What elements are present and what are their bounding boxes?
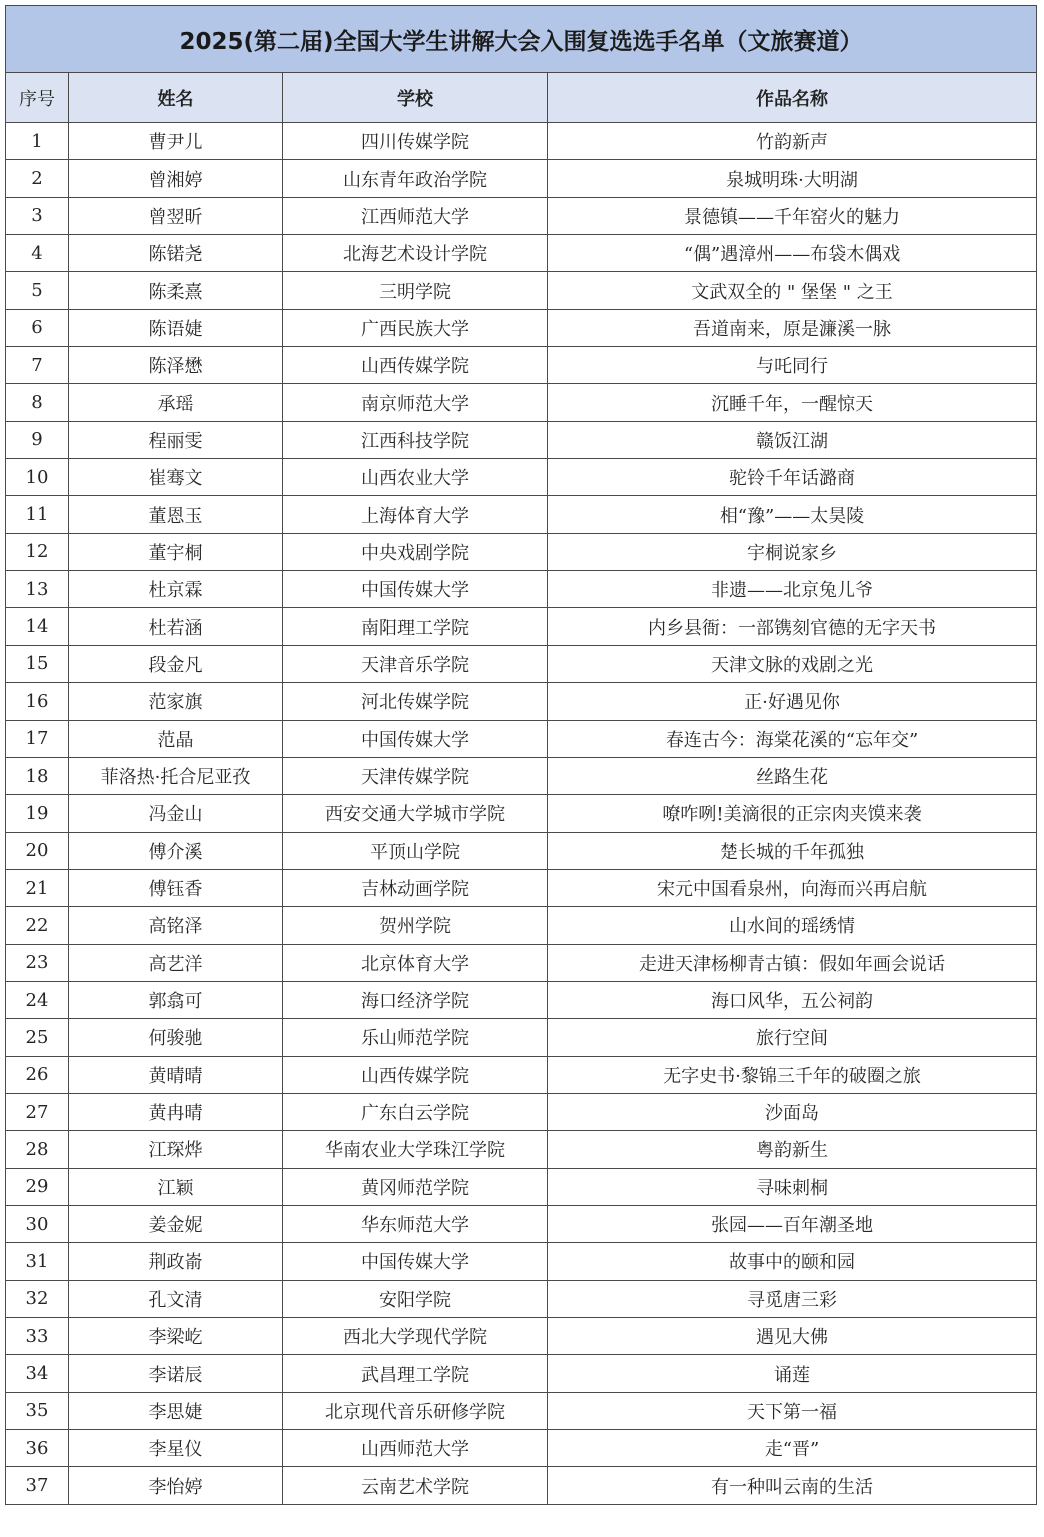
cell-name: 荆政嵛 — [69, 1243, 283, 1280]
cell-name: 杜若涵 — [69, 608, 283, 645]
cell-number: 19 — [6, 795, 69, 832]
cell-name: 程丽雯 — [69, 421, 283, 458]
cell-work: 有一种叫云南的生活 — [548, 1467, 1037, 1504]
cell-school: 山西传媒学院 — [283, 1056, 548, 1093]
table-row — [6, 123, 1037, 160]
table-row — [6, 1392, 1037, 1429]
cell-work: 张园——百年潮圣地 — [548, 1205, 1037, 1242]
cell-name: 黄冉晴 — [69, 1093, 283, 1130]
table-row — [6, 1019, 1037, 1056]
table-row — [6, 645, 1037, 682]
cell-work: 景德镇——千年窑火的魅力 — [548, 197, 1037, 234]
cell-number: 7 — [6, 347, 69, 384]
table-row — [6, 197, 1037, 234]
table-row — [6, 347, 1037, 384]
cell-work: 寻味刺桐 — [548, 1168, 1037, 1205]
cell-name: 范晶 — [69, 720, 283, 757]
cell-school: 山东青年政治学院 — [283, 160, 548, 197]
table-row — [6, 533, 1037, 570]
header-work: 作品名称 — [548, 73, 1037, 123]
cell-work: 走“晋” — [548, 1430, 1037, 1467]
cell-number: 10 — [6, 459, 69, 496]
cell-name: 陈柔熹 — [69, 272, 283, 309]
cell-work: 竹韵新声 — [548, 123, 1037, 160]
table-row — [6, 1467, 1037, 1504]
cell-number: 33 — [6, 1318, 69, 1355]
cell-name: 李怡婷 — [69, 1467, 283, 1504]
cell-number: 37 — [6, 1467, 69, 1504]
table-row — [6, 1168, 1037, 1205]
table-row — [6, 1280, 1037, 1317]
cell-school: 华东师范大学 — [283, 1205, 548, 1242]
cell-name: 江颖 — [69, 1168, 283, 1205]
cell-name: 李思婕 — [69, 1392, 283, 1429]
cell-school: 中国传媒大学 — [283, 571, 548, 608]
cell-school: 北京现代音乐研修学院 — [283, 1392, 548, 1429]
cell-number: 32 — [6, 1280, 69, 1317]
cell-school: 上海体育大学 — [283, 496, 548, 533]
cell-work: 走进天津杨柳青古镇：假如年画会说话 — [548, 944, 1037, 981]
header-school: 学校 — [283, 73, 548, 123]
cell-work: 吾道南来，原是濂溪一脉 — [548, 309, 1037, 346]
cell-number: 26 — [6, 1056, 69, 1093]
cell-work: 故事中的颐和园 — [548, 1243, 1037, 1280]
cell-number: 35 — [6, 1392, 69, 1429]
cell-number: 2 — [6, 160, 69, 197]
cell-work: “偶”遇漳州——布袋木偶戏 — [548, 235, 1037, 272]
cell-name: 陈语婕 — [69, 309, 283, 346]
cell-number: 14 — [6, 608, 69, 645]
cell-work: 沉睡千年，一醒惊天 — [548, 384, 1037, 421]
cell-work: 海口风华，五公祠韵 — [548, 981, 1037, 1018]
cell-work: 无字史书·黎锦三千年的破圈之旅 — [548, 1056, 1037, 1093]
cell-number: 34 — [6, 1355, 69, 1392]
table-row — [6, 608, 1037, 645]
cell-number: 5 — [6, 272, 69, 309]
table-row — [6, 907, 1037, 944]
cell-school: 广西民族大学 — [283, 309, 548, 346]
cell-work: 嘹咋咧!美滴很的正宗肉夹馍来袭 — [548, 795, 1037, 832]
table-row — [6, 272, 1037, 309]
cell-work: 文武双全的 " 堡堡 " 之王 — [548, 272, 1037, 309]
table-row — [6, 421, 1037, 458]
cell-school: 中国传媒大学 — [283, 720, 548, 757]
cell-school: 天津传媒学院 — [283, 757, 548, 794]
cell-work: 宋元中国看泉州，向海而兴再启航 — [548, 869, 1037, 906]
cell-number: 22 — [6, 907, 69, 944]
table-row — [6, 160, 1037, 197]
cell-name: 李星仪 — [69, 1430, 283, 1467]
cell-name: 傅介溪 — [69, 832, 283, 869]
table-row — [6, 1093, 1037, 1130]
cell-work: 非遗——北京兔儿爷 — [548, 571, 1037, 608]
cell-name: 董恩玉 — [69, 496, 283, 533]
cell-number: 4 — [6, 235, 69, 272]
cell-number: 11 — [6, 496, 69, 533]
cell-school: 三明学院 — [283, 272, 548, 309]
table-row — [6, 1205, 1037, 1242]
table-row — [6, 832, 1037, 869]
cell-number: 30 — [6, 1205, 69, 1242]
cell-number: 13 — [6, 571, 69, 608]
cell-work: 遇见大佛 — [548, 1318, 1037, 1355]
cell-name: 高铭泽 — [69, 907, 283, 944]
cell-name: 何骏驰 — [69, 1019, 283, 1056]
cell-number: 8 — [6, 384, 69, 421]
header-row — [6, 73, 1037, 123]
cell-number: 29 — [6, 1168, 69, 1205]
cell-school: 中央戏剧学院 — [283, 533, 548, 570]
cell-school: 山西农业大学 — [283, 459, 548, 496]
table-title: 2025(第二届)全国大学生讲解大会入围复选选手名单（文旅赛道） — [6, 6, 1037, 73]
cell-school: 武昌理工学院 — [283, 1355, 548, 1392]
title-row — [6, 6, 1037, 73]
table-row — [6, 1056, 1037, 1093]
cell-work: 楚长城的千年孤独 — [548, 832, 1037, 869]
cell-name: 陈锘尧 — [69, 235, 283, 272]
table-row — [6, 235, 1037, 272]
table-row — [6, 683, 1037, 720]
cell-school: 山西师范大学 — [283, 1430, 548, 1467]
cell-number: 16 — [6, 683, 69, 720]
cell-school: 西北大学现代学院 — [283, 1318, 548, 1355]
table-row — [6, 496, 1037, 533]
cell-name: 李梁屹 — [69, 1318, 283, 1355]
header-no: 序号 — [6, 73, 69, 123]
table-row — [6, 795, 1037, 832]
roster-sheet — [5, 5, 1036, 1505]
table-row — [6, 309, 1037, 346]
cell-name: 姜金妮 — [69, 1205, 283, 1242]
cell-number: 15 — [6, 645, 69, 682]
cell-name: 曹尹儿 — [69, 123, 283, 160]
cell-name: 傅钰香 — [69, 869, 283, 906]
table-body — [6, 123, 1037, 1505]
cell-name: 郭翕可 — [69, 981, 283, 1018]
table-row — [6, 944, 1037, 981]
table-row — [6, 459, 1037, 496]
cell-name: 黄晴晴 — [69, 1056, 283, 1093]
cell-name: 曾翌昕 — [69, 197, 283, 234]
cell-work: 诵莲 — [548, 1355, 1037, 1392]
cell-number: 20 — [6, 832, 69, 869]
cell-number: 6 — [6, 309, 69, 346]
cell-school: 山西传媒学院 — [283, 347, 548, 384]
cell-work: 正·好遇见你 — [548, 683, 1037, 720]
cell-number: 9 — [6, 421, 69, 458]
cell-school: 平顶山学院 — [283, 832, 548, 869]
cell-work: 旅行空间 — [548, 1019, 1037, 1056]
cell-school: 黄冈师范学院 — [283, 1168, 548, 1205]
cell-school: 云南艺术学院 — [283, 1467, 548, 1504]
cell-school: 中国传媒大学 — [283, 1243, 548, 1280]
cell-number: 25 — [6, 1019, 69, 1056]
cell-work: 丝路生花 — [548, 757, 1037, 794]
cell-school: 西安交通大学城市学院 — [283, 795, 548, 832]
cell-name: 曾湘婷 — [69, 160, 283, 197]
table-row — [6, 1131, 1037, 1168]
cell-number: 12 — [6, 533, 69, 570]
cell-work: 寻觅唐三彩 — [548, 1280, 1037, 1317]
cell-school: 南阳理工学院 — [283, 608, 548, 645]
table-row — [6, 869, 1037, 906]
cell-number: 28 — [6, 1131, 69, 1168]
cell-number: 1 — [6, 123, 69, 160]
cell-work: 内乡县衙：一部镌刻官德的无字天书 — [548, 608, 1037, 645]
cell-work: 赣饭江湖 — [548, 421, 1037, 458]
cell-number: 23 — [6, 944, 69, 981]
cell-number: 36 — [6, 1430, 69, 1467]
cell-name: 杜京霖 — [69, 571, 283, 608]
cell-number: 21 — [6, 869, 69, 906]
cell-number: 17 — [6, 720, 69, 757]
cell-work: 驼铃千年话潞商 — [548, 459, 1037, 496]
table-row — [6, 384, 1037, 421]
cell-name: 高艺洋 — [69, 944, 283, 981]
cell-name: 菲洛热·托合尼亚孜 — [69, 757, 283, 794]
cell-school: 吉林动画学院 — [283, 869, 548, 906]
cell-school: 四川传媒学院 — [283, 123, 548, 160]
cell-school: 天津音乐学院 — [283, 645, 548, 682]
cell-number: 27 — [6, 1093, 69, 1130]
cell-work: 与吒同行 — [548, 347, 1037, 384]
cell-name: 范家旗 — [69, 683, 283, 720]
cell-name: 陈泽懋 — [69, 347, 283, 384]
cell-number: 18 — [6, 757, 69, 794]
cell-name: 董宇桐 — [69, 533, 283, 570]
cell-school: 江西师范大学 — [283, 197, 548, 234]
cell-name: 李诺辰 — [69, 1355, 283, 1392]
cell-work: 春连古今：海棠花溪的“忘年交” — [548, 720, 1037, 757]
cell-name: 冯金山 — [69, 795, 283, 832]
cell-name: 段金凡 — [69, 645, 283, 682]
table-row — [6, 1355, 1037, 1392]
cell-school: 华南农业大学珠江学院 — [283, 1131, 548, 1168]
cell-work: 天下第一福 — [548, 1392, 1037, 1429]
cell-number: 24 — [6, 981, 69, 1018]
cell-school: 北海艺术设计学院 — [283, 235, 548, 272]
cell-school: 江西科技学院 — [283, 421, 548, 458]
table-row — [6, 1430, 1037, 1467]
cell-work: 天津文脉的戏剧之光 — [548, 645, 1037, 682]
cell-school: 广东白云学院 — [283, 1093, 548, 1130]
table-row — [6, 1318, 1037, 1355]
table-row — [6, 720, 1037, 757]
cell-school: 乐山师范学院 — [283, 1019, 548, 1056]
cell-work: 泉城明珠·大明湖 — [548, 160, 1037, 197]
finalist-table — [5, 5, 1037, 1505]
header-name: 姓名 — [69, 73, 283, 123]
cell-name: 承瑶 — [69, 384, 283, 421]
cell-name: 江琛烨 — [69, 1131, 283, 1168]
cell-number: 3 — [6, 197, 69, 234]
cell-name: 孔文清 — [69, 1280, 283, 1317]
cell-work: 宇桐说家乡 — [548, 533, 1037, 570]
table-row — [6, 571, 1037, 608]
cell-work: 沙面岛 — [548, 1093, 1037, 1130]
cell-school: 安阳学院 — [283, 1280, 548, 1317]
cell-school: 贺州学院 — [283, 907, 548, 944]
cell-work: 相“豫”——太昊陵 — [548, 496, 1037, 533]
cell-name: 崔骞文 — [69, 459, 283, 496]
cell-number: 31 — [6, 1243, 69, 1280]
table-row — [6, 981, 1037, 1018]
cell-school: 南京师范大学 — [283, 384, 548, 421]
cell-work: 粤韵新生 — [548, 1131, 1037, 1168]
table-row — [6, 1243, 1037, 1280]
table-row — [6, 757, 1037, 794]
cell-school: 河北传媒学院 — [283, 683, 548, 720]
cell-school: 海口经济学院 — [283, 981, 548, 1018]
cell-work: 山水间的瑶绣情 — [548, 907, 1037, 944]
cell-school: 北京体育大学 — [283, 944, 548, 981]
